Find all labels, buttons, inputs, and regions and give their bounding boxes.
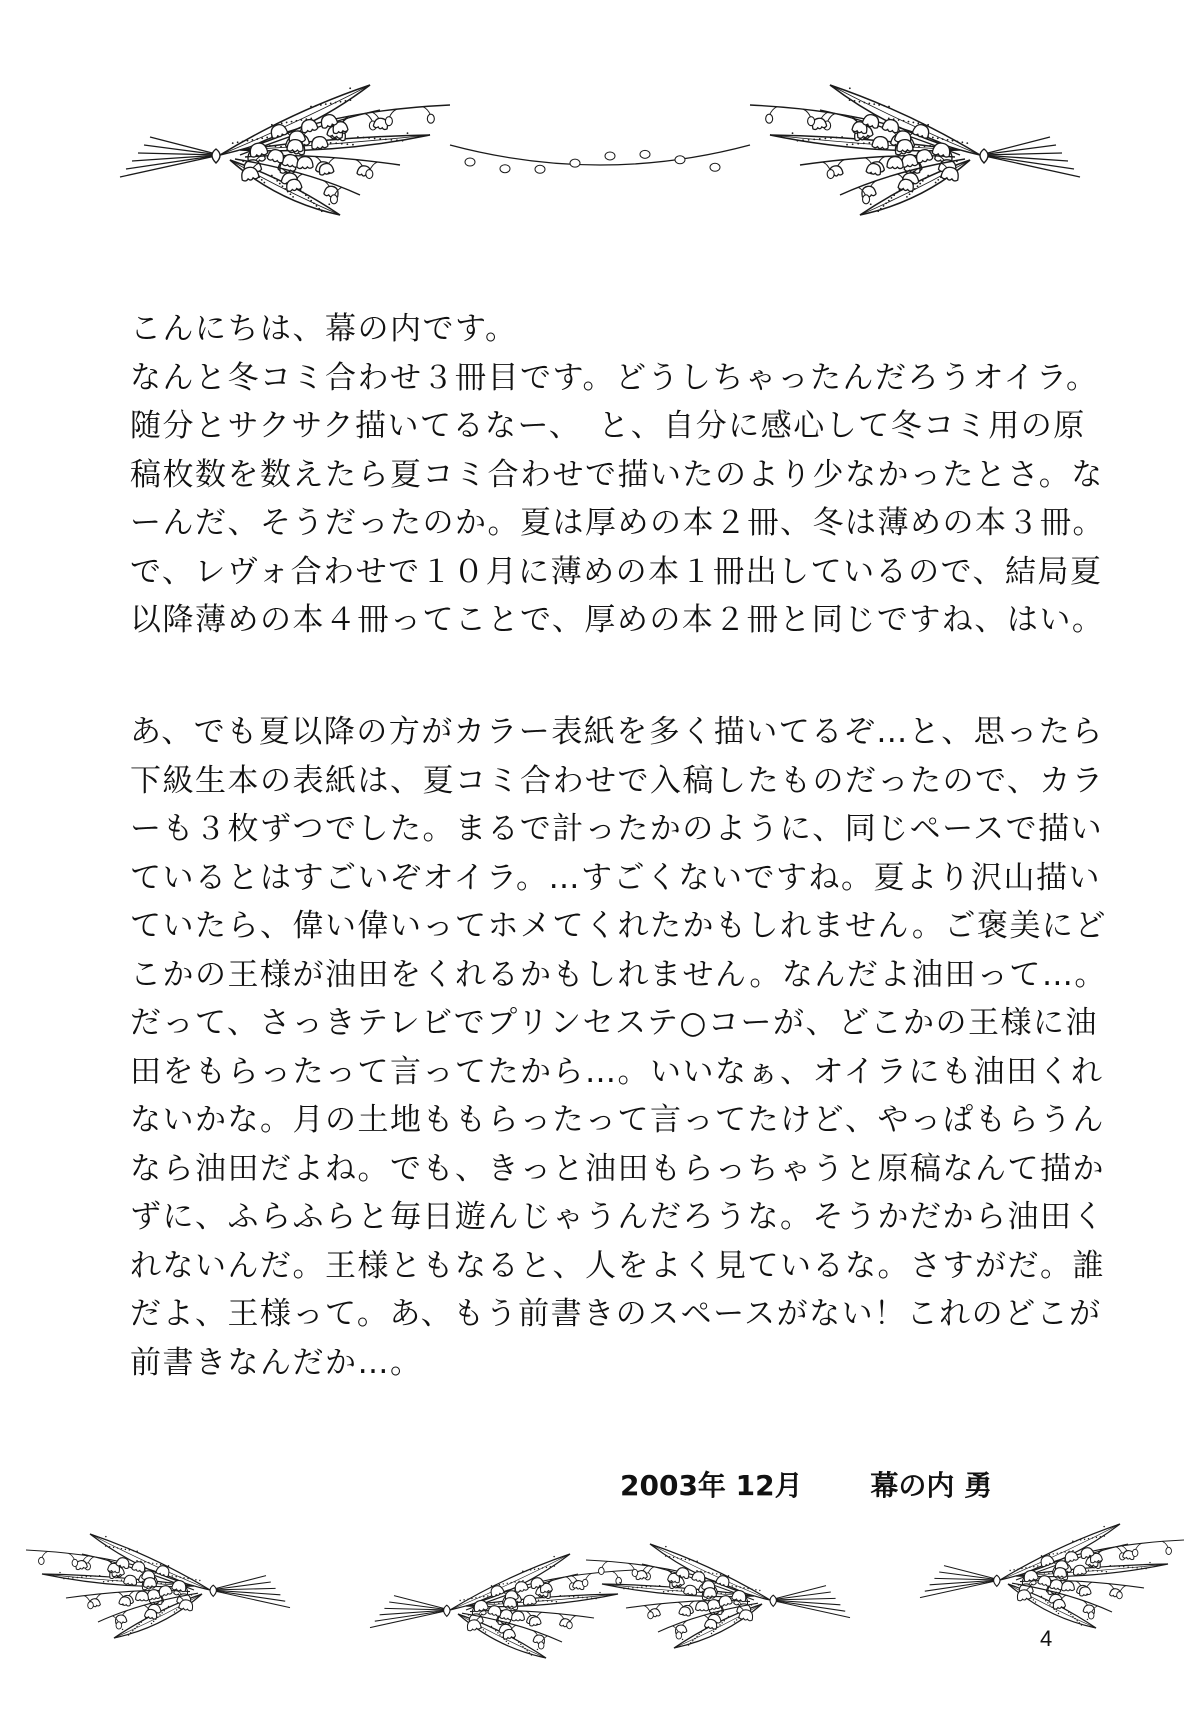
floral-ornament-bottom — [0, 1460, 1200, 1670]
text-line: 以降薄めの本４冊ってことで、厚めの本２冊と同じですね、はい。 — [130, 602, 1105, 638]
text-line: れないんだ。王様ともなると、人をよく見ているな。さすがだ。誰 — [130, 1247, 1105, 1284]
foreword-paragraph-2 — [130, 708, 1107, 1387]
text-line: 前書きなんだか…。 — [130, 1344, 423, 1381]
text-line: 稿枚数を数えたら夏コミ合わせで描いたのより少なかったとさ。な — [130, 456, 1104, 493]
text-line: なんと冬コミ合わせ３冊目です。どうしちゃったんだろうオイラ。 — [130, 359, 1099, 396]
text-line: 下級生本の表紙は、夏コミ合わせで入稿したものだったので、カラ — [130, 762, 1105, 799]
text-line: 随分とサクサク描いてるなー、 と、自分に感心して冬コミ用の原 — [130, 408, 1086, 444]
text-line: あ、でも夏以降の方がカラー表紙を多く描いてるぞ…と、思ったら — [130, 714, 1104, 750]
text-line: ーんだ、そうだったのか。夏は厚めの本２冊、冬は薄めの本３冊。 — [130, 505, 1105, 541]
text-line: ずに、ふらふらと毎日遊んじゃうんだろうな。そうかだから油田く — [130, 1199, 1105, 1235]
text-line: ているとはすごいぞオイラ。…すごくないですね。夏より沢山描い — [130, 859, 1101, 896]
text-line: こかの王様が油田をくれるかもしれません。なんだよ油田って…。 — [130, 956, 1107, 993]
text-line: で、レヴォ合わせで１０月に薄めの本１冊出しているので、結局夏 — [130, 553, 1103, 590]
text-line: だよ、王様って。あ、もう前書きのスペースがない！これのどこが — [130, 1296, 1102, 1332]
text-line: ていたら、偉い偉いってホメてくれたかもしれません。ご褒美にど — [130, 908, 1107, 944]
floral-ornament-top — [150, 55, 1050, 255]
foreword-paragraph-1 — [130, 305, 1105, 645]
text-line: ーも３枚ずつでした。まるで計ったかのように、同じペースで描い — [130, 811, 1104, 847]
text-line: なら油田だよね。でも、きっと油田もらっちゃうと原稿なんて描か — [130, 1150, 1105, 1187]
signature-date: 2003年 12月 — [620, 1469, 803, 1502]
text-line: だって、さっきテレビでプリンセステ○コーが、どこかの王様に油 — [130, 1005, 1098, 1041]
text-line: ないかな。月の土地ももらったって言ってたけど、やっぱもらうん — [130, 1102, 1105, 1138]
signature-author: 幕の内 勇 — [870, 1469, 993, 1502]
text-line: 田をもらったって言ってたから…。いいなぁ、オイラにも油田くれ — [130, 1053, 1104, 1090]
text-line: こんにちは、幕の内です。 — [130, 311, 518, 347]
page-number: 4 — [1040, 1626, 1053, 1651]
